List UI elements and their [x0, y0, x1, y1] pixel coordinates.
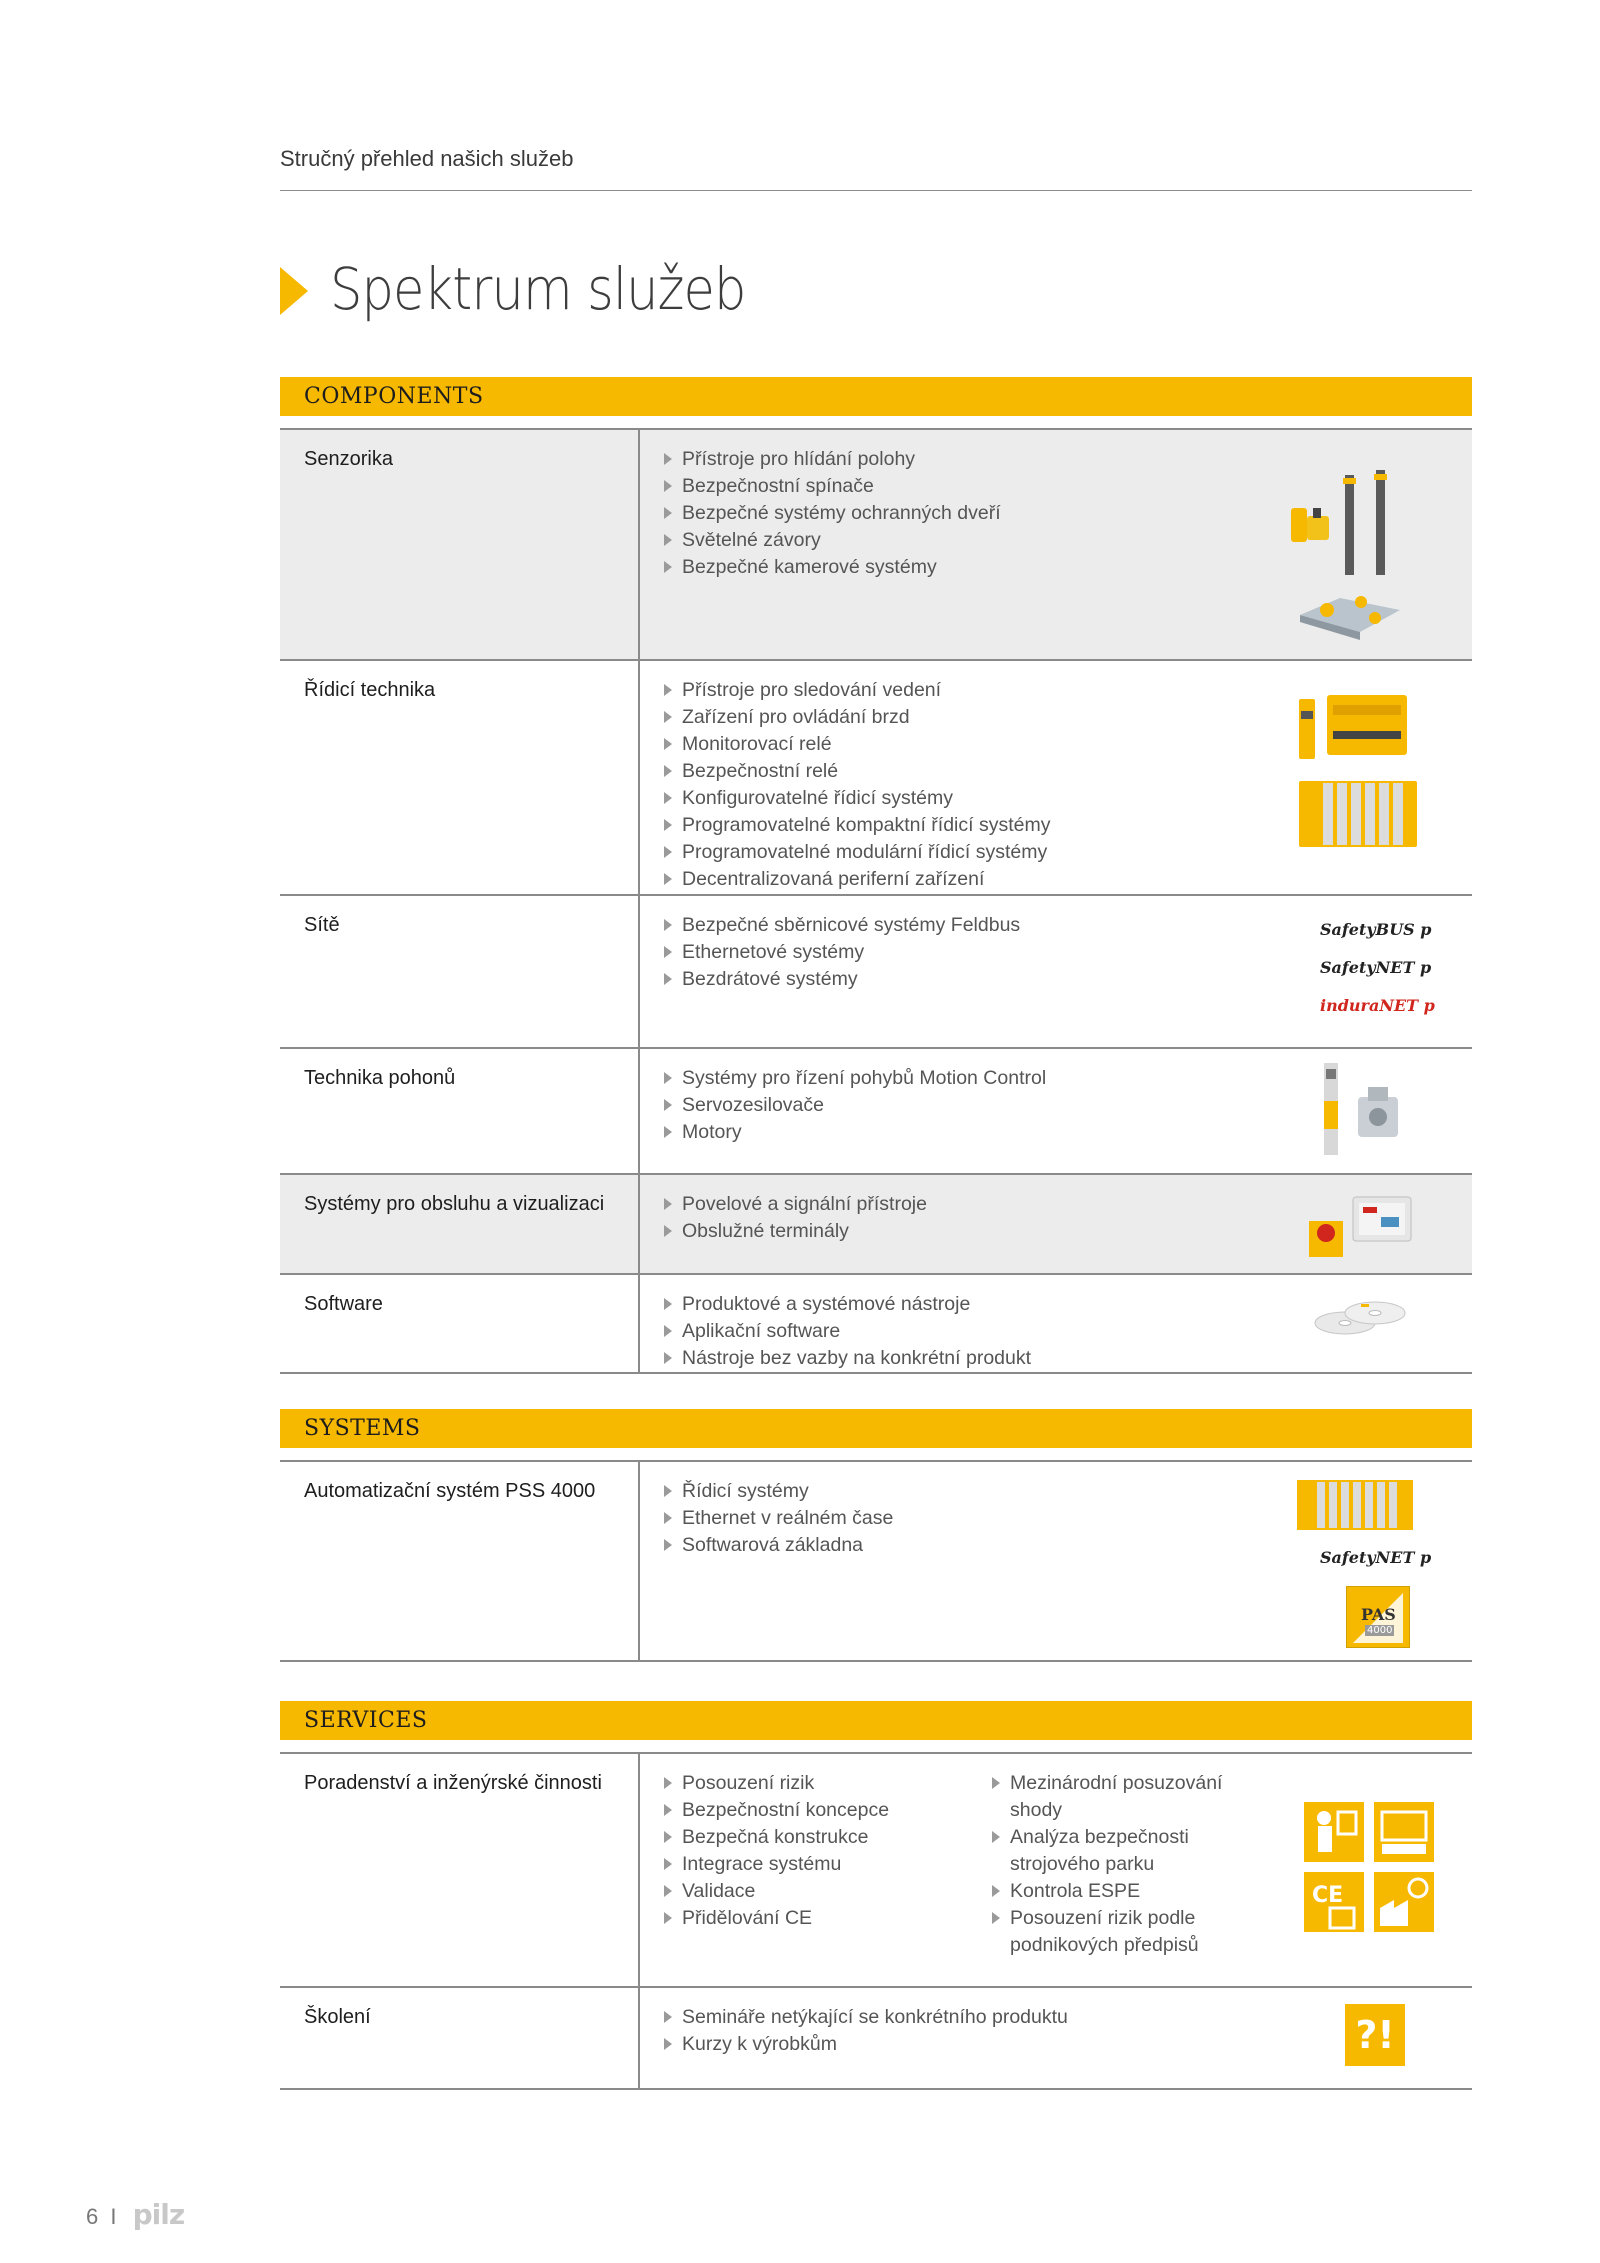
bullet-arrow-icon [992, 1777, 1000, 1789]
bullet-arrow-icon [664, 1539, 672, 1551]
bullet-arrow-icon [664, 480, 672, 492]
row-technika-pohonu [280, 1047, 1472, 1173]
pas4000-logo [1346, 1586, 1410, 1648]
row-ridici-technika [280, 659, 1472, 894]
bullet-arrow-icon [664, 2011, 672, 2023]
list-item: Mezinárodní posuzování shody [992, 1770, 1252, 1824]
safetynet-logo: SafetyNET p [1320, 958, 1432, 977]
bullet-arrow-icon [992, 1912, 1000, 1924]
bullet-arrow-icon [664, 873, 672, 885]
bullet-arrow-icon [664, 1512, 672, 1524]
bullet-arrow-icon [664, 1885, 672, 1897]
bullet-arrow-icon [664, 1126, 672, 1138]
list-item: Ethernetové systémy [664, 939, 1472, 966]
bullet-arrow-icon [664, 1325, 672, 1337]
bullet-arrow-icon [664, 846, 672, 858]
list-item: Bezpečnostní relé [664, 758, 1472, 785]
consulting-icons [1300, 1798, 1440, 1938]
section-components [280, 377, 1472, 1374]
induranet-logo: induraNET p [1320, 996, 1435, 1015]
footer-separator: I [110, 2204, 117, 2229]
row-name: Senzorika [280, 430, 640, 659]
bullet-arrow-icon [664, 1912, 672, 1924]
section-services [280, 1701, 1472, 2090]
page-footer [86, 2198, 184, 2231]
bullet-arrow-icon [664, 1099, 672, 1111]
page-number: 6 [86, 2204, 99, 2229]
bullet-arrow-icon [664, 684, 672, 696]
list-item: Obslužné terminály [664, 1218, 1472, 1245]
list-item: Analýza bezpečnosti strojového parku [992, 1824, 1252, 1878]
bullet-arrow-icon [664, 819, 672, 831]
page-header: Stručný přehled našich služeb [280, 146, 1472, 191]
list-item: Semináře netýkající se konkrétního produktu [664, 2004, 1472, 2031]
list-item: Programovatelné modulární řídicí systémy [664, 839, 1472, 866]
list-item: Bezpečnostní spínače [664, 473, 1472, 500]
list-item: Motory [664, 1119, 1472, 1146]
bullet-arrow-icon [664, 946, 672, 958]
list-item: Integrace systému [664, 1851, 992, 1878]
list-item: Monitorovací relé [664, 731, 1472, 758]
pas-logo-number: 4000 [1367, 1625, 1393, 1636]
list-item: Přístroje pro hlídání polohy [664, 446, 1472, 473]
bullet-arrow-icon [664, 765, 672, 777]
drive-products-image [1320, 1061, 1410, 1161]
hmi-products-image [1305, 1193, 1415, 1263]
bullet-arrow-icon [664, 1198, 672, 1210]
row-name: Software [280, 1275, 640, 1372]
pss4000-hardware-image [1295, 1472, 1415, 1536]
row-pss-4000 [280, 1460, 1472, 1662]
row-site [280, 894, 1472, 1047]
list-item: Přidělování CE [664, 1905, 992, 1932]
list-item: Bezpečná konstrukce [664, 1824, 992, 1851]
bullet-arrow-icon [664, 534, 672, 546]
ce-marking-icon [1304, 1872, 1364, 1932]
bullet-arrow-icon [664, 507, 672, 519]
bullet-arrow-icon [664, 919, 672, 931]
list-item: Ethernet v reálném čase [664, 1505, 1472, 1532]
list-item: Bezpečnostní koncepce [664, 1797, 992, 1824]
list-item: Decentralizovaná periferní zařízení [664, 866, 1472, 893]
row-name: Poradenství a inženýrské činnosti [280, 1754, 640, 1986]
bullet-arrow-icon [664, 1804, 672, 1816]
bullet-arrow-icon [664, 2038, 672, 2050]
machine-analysis-icon [1374, 1802, 1434, 1862]
control-products-image [1295, 691, 1425, 861]
list-item: Aplikační software [664, 1318, 1472, 1345]
list-item: Softwarová základna [664, 1532, 1472, 1559]
bullet-arrow-icon [664, 738, 672, 750]
pas-logo-text: PAS [1361, 1605, 1396, 1624]
list-item: Zařízení pro ovládání brzd [664, 704, 1472, 731]
list-item: Bezpečné kamerové systémy [664, 554, 1472, 581]
list-item: Systémy pro řízení pohybů Motion Control [664, 1065, 1472, 1092]
bullet-arrow-icon [664, 1298, 672, 1310]
section-heading: SERVICES [280, 1701, 1472, 1740]
list-item: Bezpečné systémy ochranných dveří [664, 500, 1472, 527]
bullet-arrow-icon [664, 1831, 672, 1843]
section-heading: SYSTEMS [280, 1409, 1472, 1448]
bullet-arrow-icon [664, 792, 672, 804]
list-item: Přístroje pro sledování vedení [664, 677, 1472, 704]
factory-gear-icon [1374, 1872, 1434, 1932]
list-item: Řídicí systémy [664, 1478, 1472, 1505]
bullet-arrow-icon [664, 973, 672, 985]
list-item: Konfigurovatelné řídicí systémy [664, 785, 1472, 812]
list-item: Světelné závory [664, 527, 1472, 554]
list-item: Nástroje bez vazby na konkrétní produkt [664, 1345, 1472, 1372]
page-title: Spektrum služeb [330, 255, 746, 323]
list-item: Servozesilovače [664, 1092, 1472, 1119]
svg-text:CE: CE [1312, 1883, 1344, 1908]
bullet-arrow-icon [664, 1485, 672, 1497]
training-question-icon: ?! [1345, 2004, 1405, 2066]
row-name: Školení [280, 1988, 640, 2088]
safetybus-logo: SafetyBUS p [1320, 920, 1432, 939]
row-poradenstvi [280, 1752, 1472, 1986]
section-systems [280, 1409, 1472, 1662]
row-software [280, 1273, 1472, 1374]
bullet-arrow-icon [664, 453, 672, 465]
bullet-arrow-icon [664, 561, 672, 573]
bullet-arrow-icon [664, 1072, 672, 1084]
bullet-arrow-icon [664, 1352, 672, 1364]
row-name: Automatizační systém PSS 4000 [280, 1462, 640, 1660]
list-item: Povelové a signální přístroje [664, 1191, 1472, 1218]
list-item: Posouzení rizik podle podnikových předpisů [992, 1905, 1252, 1959]
bullet-arrow-icon [664, 1858, 672, 1870]
bullet-arrow-icon [992, 1885, 1000, 1897]
list-item: Produktové a systémové nástroje [664, 1291, 1472, 1318]
row-name: Systémy pro obsluhu a vizualizaci [280, 1175, 640, 1273]
row-obsluha-vizualizace [280, 1173, 1472, 1273]
row-name: Technika pohonů [280, 1049, 640, 1173]
list-item: Kontrola ESPE [992, 1878, 1252, 1905]
bullet-arrow-icon [664, 1777, 672, 1789]
list-item: Programovatelné kompaktní řídicí systémy [664, 812, 1472, 839]
list-item: Posouzení rizik [664, 1770, 992, 1797]
consulting-person-icon [1304, 1802, 1364, 1862]
row-senzorika [280, 428, 1472, 659]
pilz-logo: pilz [132, 2198, 185, 2231]
section-heading: COMPONENTS [280, 377, 1472, 416]
bullet-arrow-icon [992, 1831, 1000, 1843]
bullet-arrow-icon [664, 711, 672, 723]
bullet-arrow-icon [664, 1225, 672, 1237]
list-item: Validace [664, 1878, 992, 1905]
row-skoleni [280, 1986, 1472, 2090]
feature-list-secondary [992, 1770, 1252, 1959]
list-item: Bezpečné sběrnicové systémy Feldbus [664, 912, 1472, 939]
list-item: Bezdrátové systémy [664, 966, 1472, 993]
row-name: Řídicí technika [280, 661, 640, 894]
sensor-products-image [1285, 450, 1415, 650]
software-discs-image [1305, 1289, 1415, 1349]
row-name: Sítě [280, 896, 640, 1047]
safetynet-logo: SafetyNET p [1320, 1548, 1432, 1567]
feature-list [664, 1770, 992, 1959]
list-item: Kurzy k výrobkům [664, 2031, 1472, 2058]
title-arrow-icon [280, 267, 308, 315]
